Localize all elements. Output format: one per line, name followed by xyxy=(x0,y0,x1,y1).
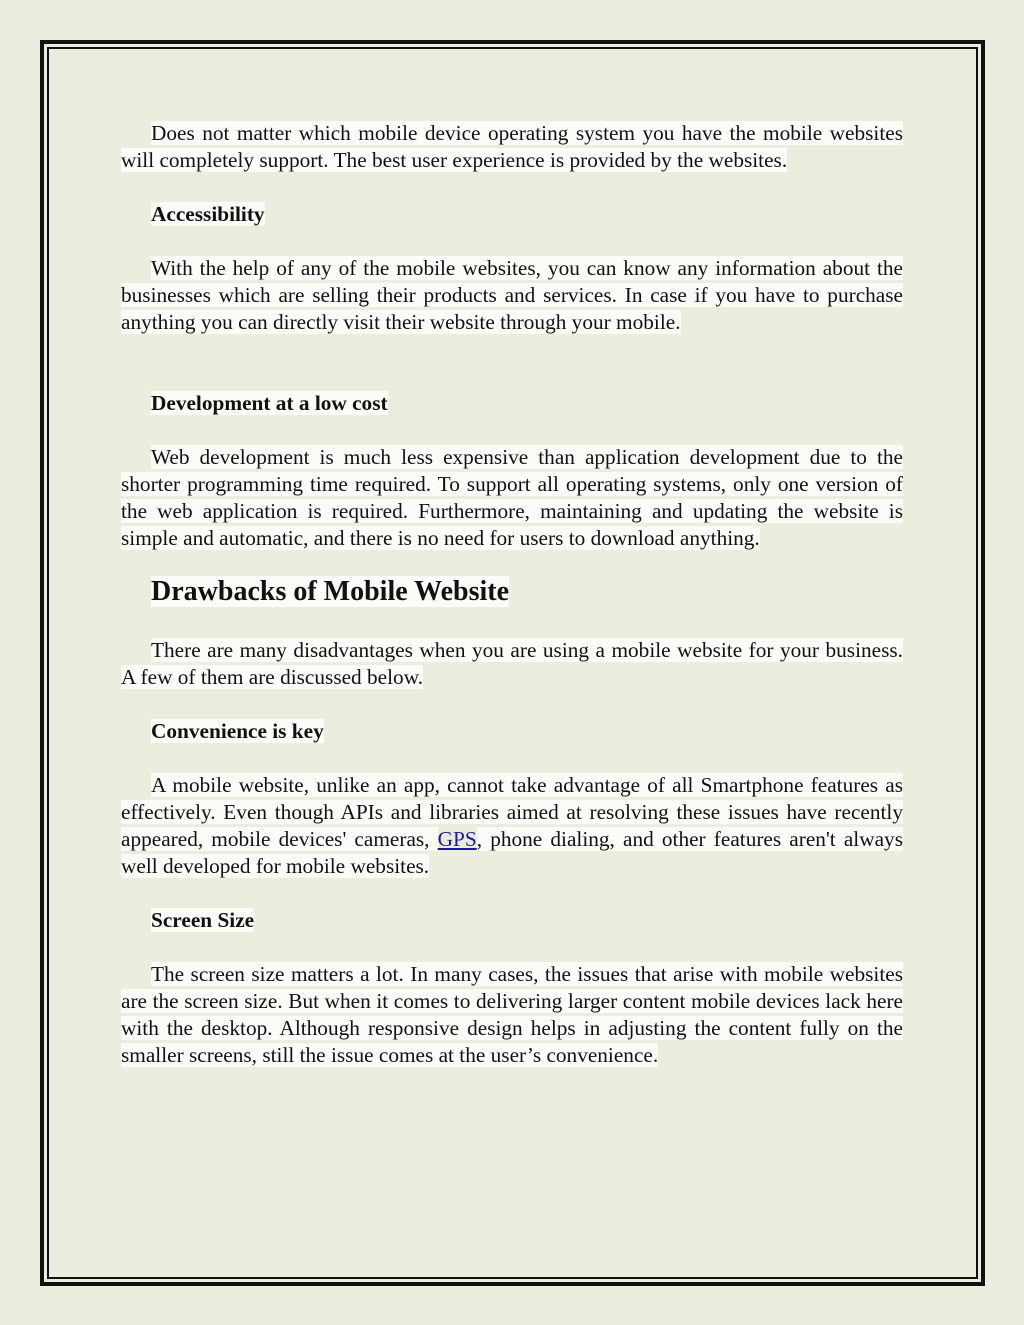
heading-drawbacks-text: Drawbacks of Mobile Website xyxy=(151,576,510,607)
paragraph-mobile-support-text: Does not matter which mobile device operating system you have the mobile websites will completely support. The best user experience is provided by the websites. xyxy=(121,121,903,172)
heading-drawbacks xyxy=(121,574,903,610)
heading-development-cost xyxy=(121,390,903,417)
heading-convenience-text: Convenience is key xyxy=(151,719,324,743)
paragraph-development-cost xyxy=(121,444,903,552)
paragraph-convenience xyxy=(121,772,903,880)
heading-accessibility-text: Accessibility xyxy=(151,202,265,226)
heading-accessibility xyxy=(121,201,903,228)
paragraph-drawbacks-intro xyxy=(121,637,903,691)
heading-screen-size xyxy=(121,907,903,934)
heading-development-cost-text: Development at a low cost xyxy=(151,391,388,415)
paragraph-development-cost-text: Web development is much less expensive than application development due to the shorter programming time required. To support all operating systems, only one version of the web application is required. Furthermore, maintaining and updating the website is simple and automatic, and there is no need for users to download anything. xyxy=(121,445,903,550)
heading-convenience xyxy=(121,718,903,745)
paragraph-screen-size-text: The screen size matters a lot. In many cases, the issues that arise with mobile websites are the screen size. But when it comes to delivering larger content mobile devices lack here with the desktop. Although responsive design helps in adjusting the content fully on the smaller screens, still the issue comes at the user’s convenience. xyxy=(121,962,903,1067)
gps-link[interactable]: GPS xyxy=(437,827,477,851)
paragraph-mobile-support xyxy=(121,120,903,174)
paragraph-convenience-text-start: A mobile website, unlike an app, cannot take advantage of all Smartphone features as effectively. Even though APIs and libraries aimed at resolving these issues have recently appeared, mobile devices' cameras, xyxy=(121,773,903,851)
paragraph-accessibility xyxy=(121,255,903,336)
paragraph-drawbacks-intro-text: There are many disadvantages when you are using a mobile website for your business. A few of them are discussed below. xyxy=(121,638,903,689)
document-body xyxy=(121,120,903,1069)
paragraph-convenience-text-end: , phone dialing, and other features aren't always well developed for mobile websites. xyxy=(121,827,903,878)
paragraph-screen-size xyxy=(121,961,903,1069)
paragraph-accessibility-text: With the help of any of the mobile websites, you can know any information about the businesses which are selling their products and services. In case if you have to purchase anything you can directly visit their website through your mobile. xyxy=(121,256,903,334)
heading-screen-size-text: Screen Size xyxy=(151,908,255,932)
